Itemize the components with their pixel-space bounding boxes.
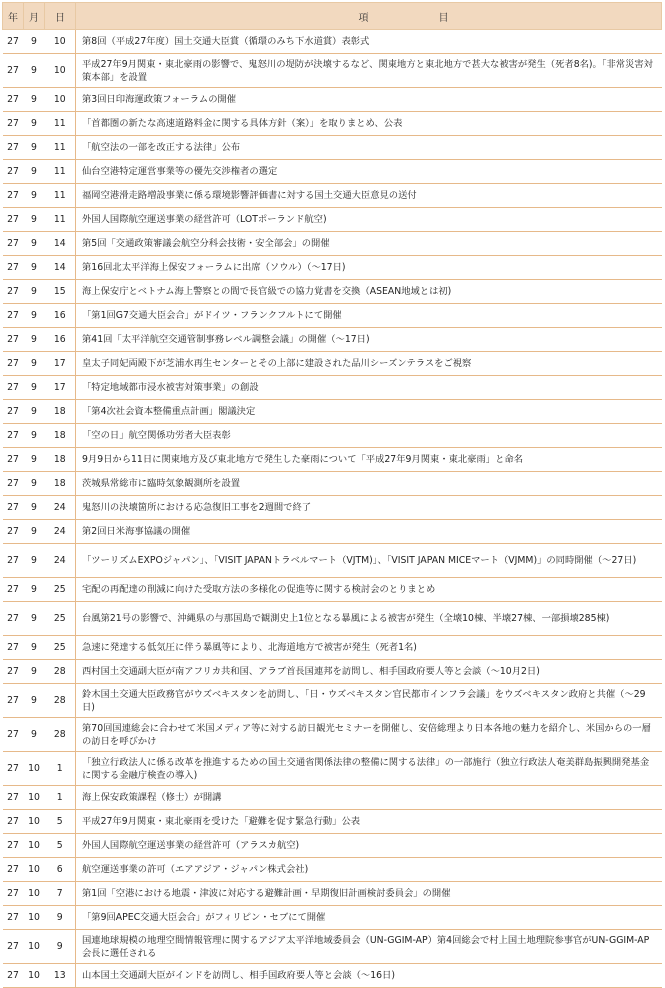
row-month: 9 xyxy=(24,718,45,752)
row-year: 27 xyxy=(3,88,24,112)
row-year: 27 xyxy=(3,786,24,810)
row-item-text: 「第9回APEC交通大臣会合」がフィリピン・セブにて開催 xyxy=(76,906,662,930)
row-month: 9 xyxy=(24,328,45,352)
row-month: 9 xyxy=(24,184,45,208)
row-item-text: 第5回「交通政策審議会航空分科会技術・安全部会」の開催 xyxy=(76,232,662,256)
row-day: 28 xyxy=(45,718,76,752)
row-month: 10 xyxy=(24,964,45,988)
row-month: 9 xyxy=(24,424,45,448)
row-year: 27 xyxy=(3,636,24,660)
row-day: 24 xyxy=(45,520,76,544)
row-year: 27 xyxy=(3,834,24,858)
row-item-text: 国連地球規模の地理空間情報管理に関するアジア太平洋地域委員会（UN-GGIM-AP）第4回総会で村上国土地理院参事官がUN-GGIM-AP会長に選任される xyxy=(76,930,662,964)
row-year: 27 xyxy=(3,496,24,520)
row-month: 9 xyxy=(24,136,45,160)
row-year: 27 xyxy=(3,30,24,54)
row-item-text: 宅配の再配達の削減に向けた受取方法の多様化の促進等に関する検討会のとりまとめ xyxy=(76,578,662,602)
row-day: 14 xyxy=(45,256,76,280)
row-year: 27 xyxy=(3,424,24,448)
row-year: 27 xyxy=(3,112,24,136)
row-year: 27 xyxy=(3,858,24,882)
row-item-text: 「航空法の一部を改正する法律」公布 xyxy=(76,136,662,160)
row-day: 11 xyxy=(45,136,76,160)
table-row xyxy=(3,30,662,54)
table-row xyxy=(3,520,662,544)
table-row xyxy=(3,184,662,208)
row-item-text: 皇太子同妃両殿下が芝浦水再生センターとその上部に建設された品川シーズンテラスをご視察 xyxy=(76,352,662,376)
row-day: 24 xyxy=(45,544,76,578)
row-day: 24 xyxy=(45,496,76,520)
chronology-table xyxy=(2,2,662,988)
table-row xyxy=(3,858,662,882)
row-month: 9 xyxy=(24,352,45,376)
table-row xyxy=(3,636,662,660)
table-row xyxy=(3,208,662,232)
table-row xyxy=(3,544,662,578)
table-row xyxy=(3,578,662,602)
row-year: 27 xyxy=(3,660,24,684)
row-item-text: 第2回日米海事協議の開催 xyxy=(76,520,662,544)
row-month: 9 xyxy=(24,208,45,232)
row-month: 10 xyxy=(24,882,45,906)
row-year: 27 xyxy=(3,54,24,88)
row-item-text: 海上保安政策課程（修士）が開講 xyxy=(76,786,662,810)
row-year: 27 xyxy=(3,964,24,988)
row-month: 9 xyxy=(24,30,45,54)
row-day: 9 xyxy=(45,930,76,964)
row-year: 27 xyxy=(3,906,24,930)
row-item-text: 「首都圏の新たな高速道路料金に関する具体方針（案）」を取りまとめ、公表 xyxy=(76,112,662,136)
row-day: 25 xyxy=(45,636,76,660)
row-month: 10 xyxy=(24,906,45,930)
table-row xyxy=(3,88,662,112)
row-day: 14 xyxy=(45,232,76,256)
row-month: 10 xyxy=(24,834,45,858)
table-row xyxy=(3,786,662,810)
row-year: 27 xyxy=(3,520,24,544)
row-item-text: 第41回「太平洋航空交通管制事務レベル調整会議」の開催（～17日) xyxy=(76,328,662,352)
row-month: 9 xyxy=(24,544,45,578)
table-row xyxy=(3,472,662,496)
row-year: 27 xyxy=(3,882,24,906)
row-year: 27 xyxy=(3,810,24,834)
row-month: 9 xyxy=(24,496,45,520)
row-day: 28 xyxy=(45,684,76,718)
row-month: 9 xyxy=(24,578,45,602)
header-item-left: 項 xyxy=(358,12,369,24)
row-item-text: 「ツーリズムEXPOジャパン」、「VISIT JAPANトラベルマート（VJTM)」、「VISIT JAPAN MICEマート（VJMM)」の同時開催（～27日) xyxy=(76,544,662,578)
row-item-text: 9月9日から11日に関東地方及び東北地方で発生した豪雨について「平成27年9月関東・東北豪雨」と命名 xyxy=(76,448,662,472)
row-month: 9 xyxy=(24,520,45,544)
row-day: 16 xyxy=(45,304,76,328)
row-item-text: 鬼怒川の決壊箇所における応急復旧工事を2週間で終了 xyxy=(76,496,662,520)
table-row xyxy=(3,660,662,684)
row-month: 9 xyxy=(24,280,45,304)
table-row xyxy=(3,352,662,376)
row-item-text: 海上保安庁とベトナム海上警察との間で長官級での協力覚書を交換（ASEAN地域とは初) xyxy=(76,280,662,304)
row-month: 9 xyxy=(24,160,45,184)
header-year: 年 xyxy=(3,3,24,30)
row-day: 7 xyxy=(45,882,76,906)
row-item-text: 「第1回G7交通大臣会合」がドイツ・フランクフルトにて開催 xyxy=(76,304,662,328)
row-month: 10 xyxy=(24,786,45,810)
row-year: 27 xyxy=(3,256,24,280)
table-row xyxy=(3,304,662,328)
row-year: 27 xyxy=(3,352,24,376)
row-item-text: 西村国土交通副大臣が南アフリカ共和国、アラブ首長国連邦を訪問し、相手国政府要人等と会談（～10月2日) xyxy=(76,660,662,684)
row-item-text: 第70回国連総会に合わせて米国メディア等に対する訪日観光セミナーを開催し、安倍総理より日本各地の魅力を紹介し、米国からの一層の訪日を呼びかけ xyxy=(76,718,662,752)
row-item-text: 「空の日」航空関係功労者大臣表彰 xyxy=(76,424,662,448)
row-item-text: 外国人国際航空運送事業の経営許可（LOTポーランド航空) xyxy=(76,208,662,232)
table-row xyxy=(3,256,662,280)
row-year: 27 xyxy=(3,544,24,578)
table-row xyxy=(3,112,662,136)
row-day: 11 xyxy=(45,184,76,208)
row-day: 13 xyxy=(45,964,76,988)
table-row xyxy=(3,54,662,88)
row-month: 9 xyxy=(24,54,45,88)
row-day: 1 xyxy=(45,752,76,786)
table-header-row xyxy=(3,3,662,30)
row-month: 9 xyxy=(24,636,45,660)
row-item-text: 第8回（平成27年度）国土交通大臣賞（循環のみち下水道賞）表彰式 xyxy=(76,30,662,54)
table-row xyxy=(3,232,662,256)
row-year: 27 xyxy=(3,472,24,496)
row-item-text: 第16回北太平洋海上保安フォーラムに出席（ソウル）（～17日) xyxy=(76,256,662,280)
row-day: 17 xyxy=(45,352,76,376)
row-year: 27 xyxy=(3,718,24,752)
row-month: 10 xyxy=(24,858,45,882)
row-item-text: 平成27年9月関東・東北豪雨を受けた「避難を促す緊急行動」公表 xyxy=(76,810,662,834)
table-row xyxy=(3,752,662,786)
row-day: 18 xyxy=(45,472,76,496)
row-day: 10 xyxy=(45,88,76,112)
row-item-text: 台風第21号の影響で、沖縄県の与那国島で観測史上1位となる暴風による被害が発生（全壊10棟、半壊27棟、一部損壊285棟) xyxy=(76,602,662,636)
row-day: 10 xyxy=(45,30,76,54)
table-row xyxy=(3,834,662,858)
row-month: 9 xyxy=(24,448,45,472)
row-year: 27 xyxy=(3,400,24,424)
row-day: 18 xyxy=(45,400,76,424)
row-month: 9 xyxy=(24,602,45,636)
table-row xyxy=(3,448,662,472)
table-row xyxy=(3,964,662,988)
table-row xyxy=(3,496,662,520)
table-row xyxy=(3,376,662,400)
row-day: 6 xyxy=(45,858,76,882)
header-item-right: 目 xyxy=(438,12,449,24)
row-year: 27 xyxy=(3,280,24,304)
row-month: 9 xyxy=(24,112,45,136)
row-day: 28 xyxy=(45,660,76,684)
header-day: 日 xyxy=(45,3,76,30)
row-month: 9 xyxy=(24,472,45,496)
row-year: 27 xyxy=(3,304,24,328)
header-month: 月 xyxy=(24,3,45,30)
row-month: 9 xyxy=(24,88,45,112)
table-row xyxy=(3,136,662,160)
row-item-text: 平成27年9月関東・東北豪雨の影響で、鬼怒川の堤防が決壊するなど、関東地方と東北地方で甚大な被害が発生（死者8名)。「非常災害対策本部」を設置 xyxy=(76,54,662,88)
row-month: 9 xyxy=(24,304,45,328)
row-month: 9 xyxy=(24,660,45,684)
row-item-text: 第3回日印海運政策フォーラムの開催 xyxy=(76,88,662,112)
table-row xyxy=(3,602,662,636)
row-item-text: 急速に発達する低気圧に伴う暴風等により、北海道地方で被害が発生（死者1名) xyxy=(76,636,662,660)
row-day: 25 xyxy=(45,578,76,602)
row-year: 27 xyxy=(3,376,24,400)
table-row xyxy=(3,906,662,930)
table-row xyxy=(3,160,662,184)
table-row xyxy=(3,424,662,448)
row-month: 10 xyxy=(24,752,45,786)
row-item-text: 外国人国際航空運送事業の経営許可（アラスカ航空) xyxy=(76,834,662,858)
row-month: 9 xyxy=(24,400,45,424)
row-month: 10 xyxy=(24,930,45,964)
row-year: 27 xyxy=(3,448,24,472)
row-year: 27 xyxy=(3,752,24,786)
row-month: 10 xyxy=(24,810,45,834)
table-row xyxy=(3,328,662,352)
row-day: 15 xyxy=(45,280,76,304)
row-item-text: 茨城県常総市に臨時気象観測所を設置 xyxy=(76,472,662,496)
row-month: 9 xyxy=(24,376,45,400)
row-year: 27 xyxy=(3,930,24,964)
row-item-text: 第1回「空港における地震・津波に対応する避難計画・早期復旧計画検討委員会」の開催 xyxy=(76,882,662,906)
table-row xyxy=(3,718,662,752)
row-month: 9 xyxy=(24,232,45,256)
row-day: 11 xyxy=(45,160,76,184)
row-item-text: 航空運送事業の許可（エアアジア・ジャパン株式会社) xyxy=(76,858,662,882)
row-item-text: 山本国土交通副大臣がインドを訪問し、相手国政府要人等と会談（～16日) xyxy=(76,964,662,988)
row-item-text: 鈴木国土交通大臣政務官がウズベキスタンを訪問し、「日・ウズベキスタン官民都市インフラ会議」をウズベキスタン政府と共催（～29日) xyxy=(76,684,662,718)
row-day: 11 xyxy=(45,112,76,136)
row-month: 9 xyxy=(24,684,45,718)
row-day: 1 xyxy=(45,786,76,810)
row-year: 27 xyxy=(3,136,24,160)
row-item-text: 福岡空港滑走路増設事業に係る環境影響評価書に対する国土交通大臣意見の送付 xyxy=(76,184,662,208)
row-day: 5 xyxy=(45,810,76,834)
table-row xyxy=(3,810,662,834)
row-item-text: 「独立行政法人に係る改革を推進するための国土交通省関係法律の整備に関する法律」の一部施行（独立行政法人奄美群島振興開発基金に関する金融庁検査の導入) xyxy=(76,752,662,786)
row-day: 5 xyxy=(45,834,76,858)
row-year: 27 xyxy=(3,602,24,636)
row-year: 27 xyxy=(3,232,24,256)
row-day: 18 xyxy=(45,448,76,472)
row-day: 17 xyxy=(45,376,76,400)
row-year: 27 xyxy=(3,578,24,602)
row-day: 11 xyxy=(45,208,76,232)
row-item-text: 「第4次社会資本整備重点計画」閣議決定 xyxy=(76,400,662,424)
table-row xyxy=(3,280,662,304)
table-row xyxy=(3,930,662,964)
row-day: 10 xyxy=(45,54,76,88)
row-day: 25 xyxy=(45,602,76,636)
row-item-text: 仙台空港特定運営事業等の優先交渉権者の選定 xyxy=(76,160,662,184)
row-year: 27 xyxy=(3,208,24,232)
row-day: 9 xyxy=(45,906,76,930)
row-year: 27 xyxy=(3,328,24,352)
table-row xyxy=(3,400,662,424)
row-day: 18 xyxy=(45,424,76,448)
header-item xyxy=(76,3,662,30)
row-year: 27 xyxy=(3,184,24,208)
row-year: 27 xyxy=(3,160,24,184)
row-year: 27 xyxy=(3,684,24,718)
row-day: 16 xyxy=(45,328,76,352)
row-item-text: 「特定地域都市浸水被害対策事業」の創設 xyxy=(76,376,662,400)
row-month: 9 xyxy=(24,256,45,280)
table-row xyxy=(3,684,662,718)
table-row xyxy=(3,882,662,906)
